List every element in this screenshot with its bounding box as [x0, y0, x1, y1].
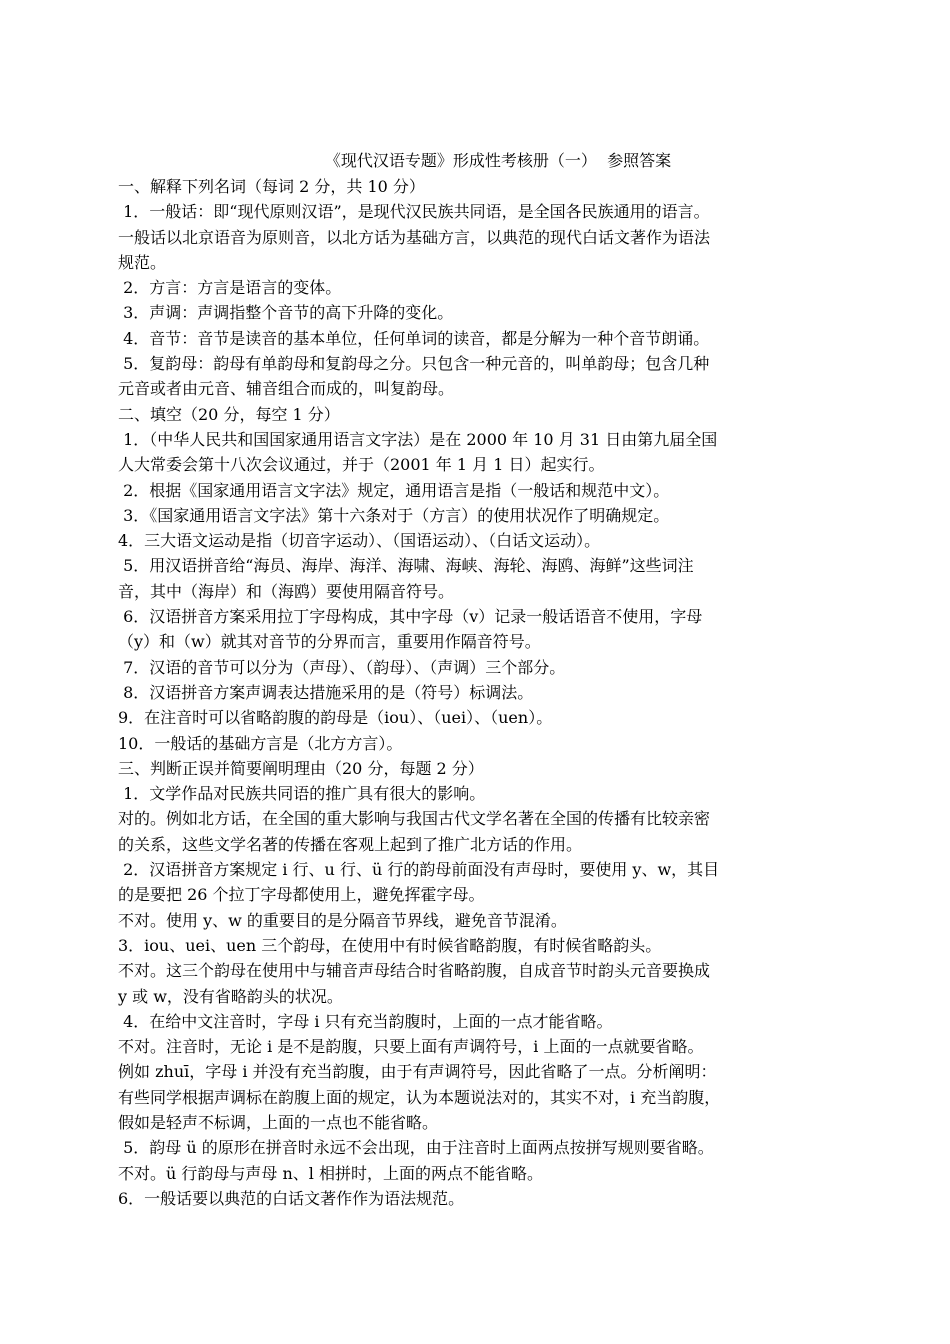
text-line: （y）和（w）就其对音节的分界而言，重要用作隔音符号。	[118, 632, 541, 652]
text-line: 1．文学作品对民族共同语的推广具有很大的影响。	[118, 784, 486, 804]
text-line: 元音或者由元音、辅音组合而成的，叫复韵母。	[118, 379, 455, 399]
text-line: 3．声调：声调指整个音节的高下升降的变化。	[118, 303, 454, 323]
text-line: 一般话以北京语音为原则音，以北方话为基础方言，以典范的现代白话文著作为语法	[118, 227, 711, 247]
text-line: 不对。注音时，无论 i 是不是韵腹，只要上面有声调符号，i 上面的一点就要省略。	[118, 1037, 704, 1057]
text-line: 对的。例如北方话，在全国的重大影响与我国古代文学名著在全国的传播有比较亲密	[118, 809, 711, 829]
text-line: 一、解释下列名词（每词 2 分，共 10 分）	[118, 177, 425, 196]
document-body	[118, 174, 838, 1211]
text-line: 人大常委会第十八次会议通过，并于（2001 年 1 月 1 日）起实行。	[118, 455, 605, 475]
text-line: 1．一般话：即“现代原则汉语”，是现代汉民族共同语，是全国各民族通用的语言。	[118, 202, 710, 222]
text-line: 有些同学根据声调标在韵腹上面的规定，认为本题说法对的，其实不对，i 充当韵腹，	[118, 1087, 721, 1107]
text-line: 音，其中（海岸）和（海鸥）要使用隔音符号。	[118, 581, 455, 601]
text-line: 的关系，这些文学名著的传播在客观上起到了推广北方话的作用。	[118, 834, 583, 854]
text-line: 5．韵母 ü 的原形在拼音时永远不会出现，由于注音时上面两点按拼写规则要省略。	[118, 1138, 714, 1158]
text-line: 3．《国家通用语言文字法》第十六条对于（方言）的使用状况作了明确规定。	[118, 505, 670, 525]
text-line: 5．复韵母：韵母有单韵母和复韵母之分。只包含一种元音的，叫单韵母；包含几种	[118, 354, 710, 374]
text-line: 8．汉语拼音方案声调表达措施采用的是（符号）标调法。	[118, 682, 534, 702]
text-line: 不对。ü 行韵母与声母 n、l 相拼时，上面的两点不能省略。	[118, 1163, 543, 1183]
text-line: 2．汉语拼音方案规定 i 行、u 行、ü 行的韵母前面没有声母时，要使用 y、w，其目	[118, 860, 720, 880]
text-line: 4．三大语文运动是指（切音字运动）、（国语运动）、（白话文运动）。	[118, 531, 601, 551]
text-line: 例如 zhuī，字母 i 并没有充当韵腹，由于有声调符号，因此省略了一点。分析阐明：	[118, 1062, 717, 1082]
text-line: 假如是轻声不标调，上面的一点也不能省略。	[118, 1112, 439, 1132]
text-line: 2．根据《国家通用语言文字法》规定，通用语言是指（一般话和规范中文）。	[118, 480, 670, 500]
text-line: 4．在给中文注音时，字母 i 只有充当韵腹时，上面的一点才能省略。	[118, 1011, 613, 1031]
text-line: 1．（中华人民共和国国家通用语言文字法）是在 2000 年 10 月 31 日由第九届全国	[118, 429, 718, 449]
text-line: 不对。这三个韵母在使用中与辅音声母结合时省略韵腹，自成音节时韵头元音要换成	[118, 961, 711, 981]
text-line: 规范。	[118, 252, 167, 272]
text-line: 10．一般话的基础方言是（北方方言）。	[118, 733, 403, 753]
text-line: 2．方言：方言是语言的变体。	[118, 278, 342, 298]
text-line: 不对。使用 y、w 的重要目的是分隔音节界线，避免音节混淆。	[118, 910, 567, 930]
text-line: 4．音节：音节是读音的基本单位，任何单词的读音，都是分解为一种个音节朗诵。	[118, 328, 710, 348]
text-line: 的是要把 26 个拉丁字母都使用上，避免挥霍字母。	[118, 885, 485, 905]
text-line: y 或 w，没有省略韵头的状况。	[118, 986, 343, 1006]
text-line: 二、填空（20 分，每空 1 分）	[118, 404, 340, 424]
text-line: 三、判断正误并简要阐明理由（20 分，每题 2 分）	[118, 758, 484, 778]
text-line: 3．iou、uei、uen 三个韵母，在使用中有时候省略韵腹，有时候省略韵头。	[118, 935, 662, 955]
text-line: 7．汉语的音节可以分为（声母）、（韵母）、（声调）三个部分。	[118, 657, 566, 677]
text-line: 5．用汉语拼音给“海员、海岸、海洋、海啸、海峡、海轮、海鸥、海鲜”这些词注	[118, 556, 694, 576]
document-title: 《现代汉语专题》形成性考核册（一） 参照答案	[324, 151, 672, 170]
text-line: 6．一般话要以典范的白话文著作作为语法规范。	[118, 1188, 465, 1208]
text-line: 6．汉语拼音方案采用拉丁字母构成，其中字母（v）记录一般话语音不使用，字母	[118, 607, 703, 627]
text-line: 9．在注音时可以省略韵腹的韵母是（iou）、（uei）、（uen）。	[118, 708, 553, 728]
